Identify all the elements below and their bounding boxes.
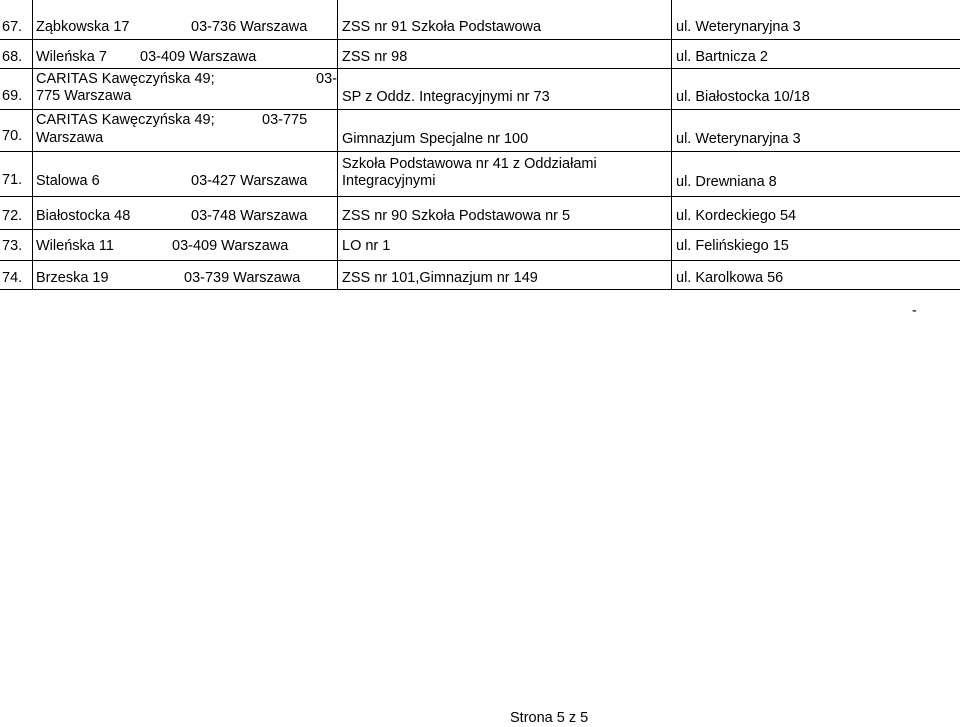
row-border <box>0 109 960 110</box>
row-border <box>0 196 960 197</box>
row-street: ul. Weterynaryjna 3 <box>676 19 801 35</box>
row-number: 69. <box>2 88 23 104</box>
row-postal: 03-409 Warszawa <box>172 238 289 254</box>
row-street: ul. Karolkowa 56 <box>676 270 784 286</box>
row-number: 67. <box>2 19 23 35</box>
column-border <box>671 0 672 289</box>
row-border <box>0 289 960 290</box>
row-border <box>0 229 960 230</box>
row-address: CARITAS Kawęczyńska 49; <box>36 71 215 87</box>
row-address: Białostocka 48 <box>36 208 131 224</box>
row-number: 73. <box>2 238 23 254</box>
row-border <box>0 151 960 152</box>
row-postal: 03-427 Warszawa <box>191 173 308 189</box>
page-number-footer: Strona 5 z 5 <box>510 710 589 726</box>
column-border <box>337 0 338 289</box>
row-number: 72. <box>2 208 23 224</box>
row-school: ZSS nr 101,Gimnazjum nr 149 <box>342 270 538 286</box>
row-postal: 03-739 Warszawa <box>184 270 301 286</box>
row-address: Wileńska 11 <box>36 238 114 254</box>
row-school: Szkoła Podstawowa nr 41 z Oddziałami <box>342 156 597 172</box>
row-street: ul. Drewniana 8 <box>676 174 777 190</box>
row-address: Brzeska 19 <box>36 270 109 286</box>
row-school: LO nr 1 <box>342 238 391 254</box>
row-street: ul. Białostocka 10/18 <box>676 89 810 105</box>
row-address: Ząbkowska 17 <box>36 19 130 35</box>
row-school-line2: Integracyjnymi <box>342 173 436 189</box>
stray-dash: - <box>912 303 917 319</box>
row-postal: 03-409 Warszawa <box>140 49 257 65</box>
row-street: ul. Felińskiego 15 <box>676 238 789 254</box>
row-number: 71. <box>2 172 23 188</box>
row-street: ul. Weterynaryjna 3 <box>676 131 801 147</box>
row-address-line2: Warszawa <box>36 130 104 146</box>
row-address-line2: 775 Warszawa <box>36 88 132 104</box>
row-postal: 03-736 Warszawa <box>191 19 308 35</box>
row-postal: 03-775 <box>262 112 308 128</box>
row-street: ul. Bartnicza 2 <box>676 49 768 65</box>
row-number: 70. <box>2 128 23 144</box>
row-number: 74. <box>2 270 23 286</box>
column-border <box>32 0 33 289</box>
row-border <box>0 68 960 69</box>
row-school: ZSS nr 90 Szkoła Podstawowa nr 5 <box>342 208 571 224</box>
row-number: 68. <box>2 49 23 65</box>
row-school: SP z Oddz. Integracyjnymi nr 73 <box>342 89 550 105</box>
row-school: ZSS nr 91 Szkoła Podstawowa <box>342 19 542 35</box>
row-address: Wileńska 7 <box>36 49 107 65</box>
row-address: Stalowa 6 <box>36 173 100 189</box>
row-postal: 03-748 Warszawa <box>191 208 308 224</box>
row-school: ZSS nr 98 <box>342 49 408 65</box>
row-street: ul. Kordeckiego 54 <box>676 208 797 224</box>
row-postal: 03- <box>316 71 337 87</box>
row-school: Gimnazjum Specjalne nr 100 <box>342 131 529 147</box>
row-border <box>0 260 960 261</box>
row-address: CARITAS Kawęczyńska 49; <box>36 112 215 128</box>
row-border <box>0 39 960 40</box>
